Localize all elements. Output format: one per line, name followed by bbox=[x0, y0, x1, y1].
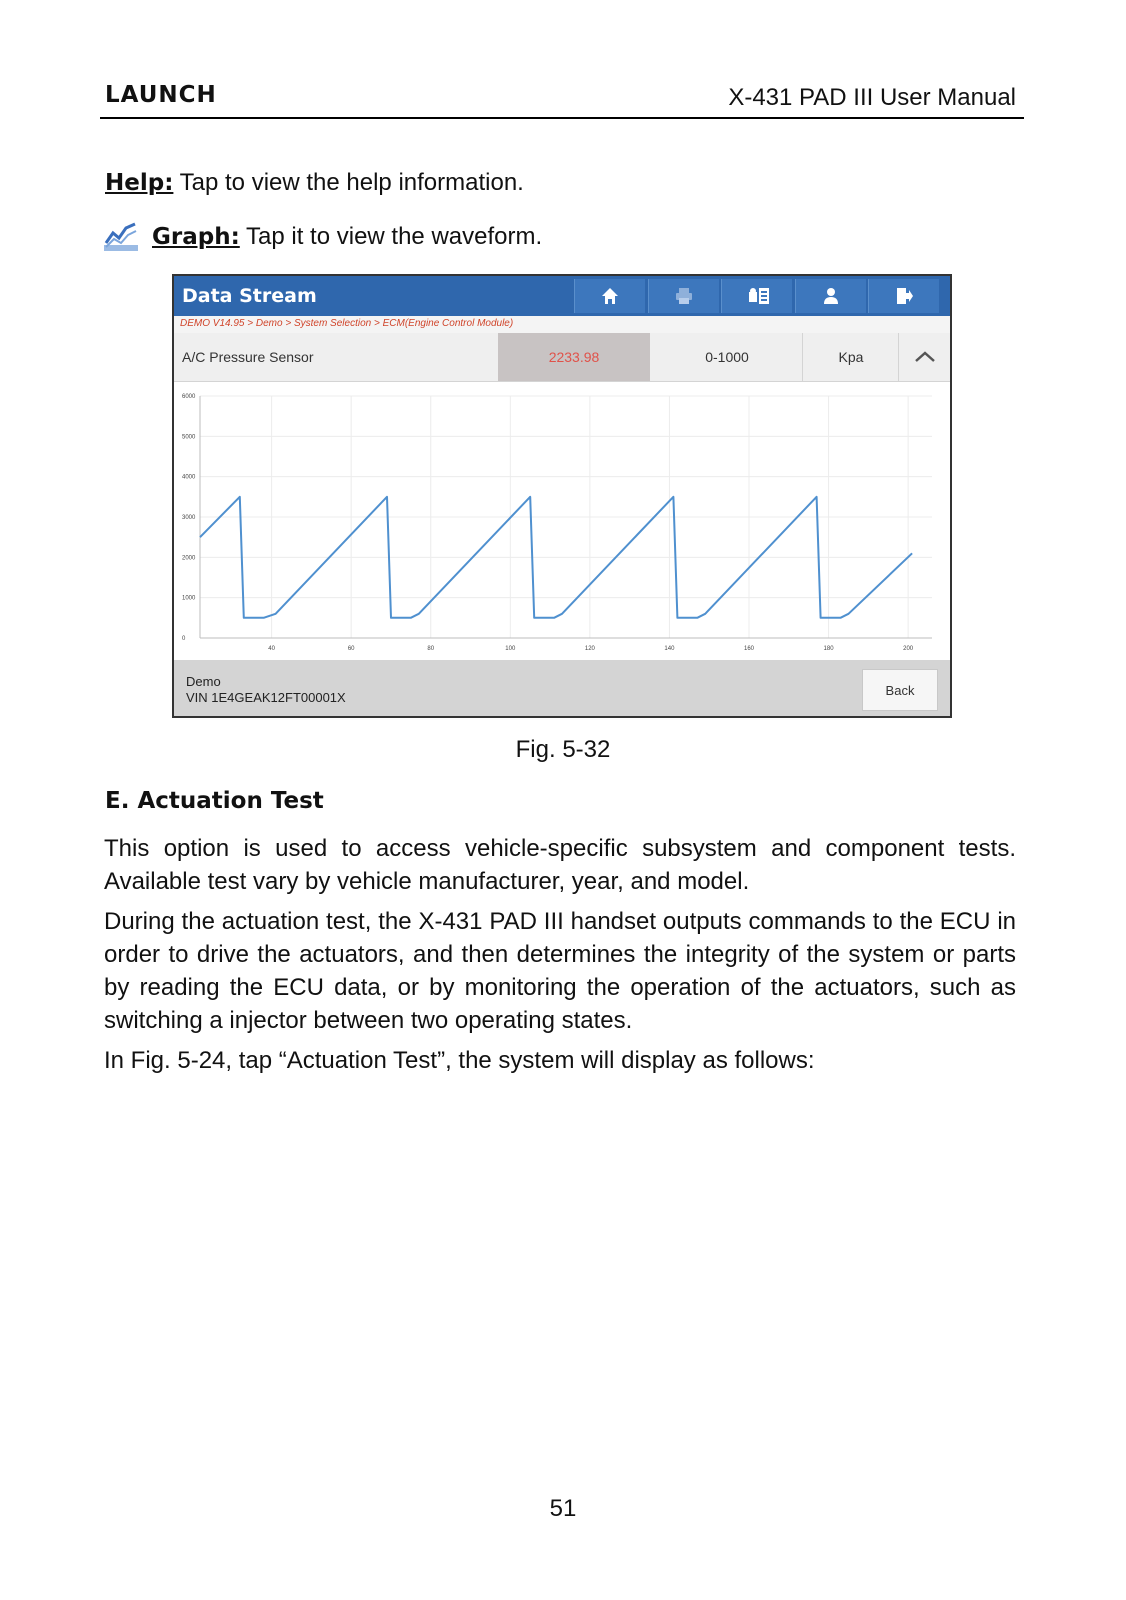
breadcrumb bbox=[174, 316, 950, 333]
help-text: Tap to view the help information. bbox=[173, 169, 524, 196]
status-footer bbox=[174, 660, 950, 716]
y-tick-label: 4000 bbox=[182, 474, 196, 481]
x-tick-label: 140 bbox=[664, 646, 675, 652]
sensor-range: 0-1000 bbox=[652, 333, 803, 381]
print-icon bbox=[675, 287, 693, 305]
y-tick-label: 3000 bbox=[182, 515, 196, 521]
paragraph: In Fig. 5-24, tap “Actuation Test”, the system will display as follows: bbox=[104, 1047, 815, 1074]
x-tick-label: 60 bbox=[347, 646, 355, 652]
y-tick-label: 6000 bbox=[182, 394, 196, 400]
figure-caption: Fig. 5-32 bbox=[515, 736, 611, 763]
screen-title: Data Stream bbox=[182, 285, 317, 307]
home-icon bbox=[601, 287, 619, 305]
y-tick-label: 5000 bbox=[182, 434, 196, 441]
header-title: X-431 PAD III User Manual bbox=[728, 84, 1016, 111]
help-description bbox=[105, 166, 524, 200]
sensor-unit: Kpa bbox=[804, 333, 899, 381]
vehicle-info-icon bbox=[748, 287, 770, 305]
print-button[interactable] bbox=[648, 279, 719, 313]
sensor-name: A/C Pressure Sensor bbox=[182, 349, 314, 365]
exit-button[interactable] bbox=[868, 279, 939, 313]
paragraph: This option is used to access vehicle-specific subsystem and component tests. Available test vary by vehicle manufacturer, year, and model. bbox=[104, 835, 1016, 895]
y-tick-label: 2000 bbox=[182, 555, 196, 562]
breadcrumb-text: DEMO V14.95 > Demo > System Selection > ECM(Engine Control Module) bbox=[180, 318, 514, 329]
exit-icon bbox=[895, 287, 913, 305]
x-tick-label: 80 bbox=[427, 646, 435, 652]
chevron-up-icon bbox=[914, 351, 936, 363]
back-button[interactable]: Back bbox=[862, 669, 938, 711]
user-button[interactable] bbox=[795, 279, 866, 313]
graph-description bbox=[152, 220, 542, 254]
graph-text: Tap it to view the waveform. bbox=[239, 223, 543, 250]
toolbar bbox=[174, 276, 950, 316]
y-tick-label: 0 bbox=[182, 636, 186, 642]
graph-icon bbox=[104, 221, 138, 251]
x-tick-label: 40 bbox=[268, 646, 275, 652]
collapse-button[interactable] bbox=[900, 333, 950, 381]
paragraph: During the actuation test, the X-431 PAD III handset outputs commands to the ECU in order to drive the actuators, and then determines the integrity of the system or parts by reading the ECU data, or by monitoring the operation of the actuators, such as switching a injector between two operating states. bbox=[104, 908, 1016, 1034]
home-button[interactable] bbox=[574, 279, 645, 313]
help-term: Help: bbox=[105, 170, 174, 196]
data-stream-screenshot bbox=[172, 274, 952, 718]
x-tick-label: 180 bbox=[823, 646, 834, 652]
vehicle-info-button[interactable] bbox=[721, 279, 792, 313]
x-tick-label: 160 bbox=[743, 646, 755, 652]
x-tick-label: 200 bbox=[903, 646, 914, 652]
section-heading: E. Actuation Test bbox=[105, 788, 324, 814]
user-icon bbox=[822, 287, 840, 305]
x-tick-label: 100 bbox=[505, 646, 516, 652]
graph-term: Graph: bbox=[152, 224, 240, 250]
x-tick-label: 120 bbox=[584, 646, 595, 652]
footer-mode: Demo bbox=[186, 674, 221, 689]
header-brand: LAUNCH bbox=[105, 82, 217, 108]
y-tick-label: 1000 bbox=[182, 595, 196, 602]
waveform-chart bbox=[174, 382, 950, 660]
header-rule bbox=[100, 117, 1024, 119]
page-number: 51 bbox=[549, 1495, 577, 1522]
data-stream-row bbox=[174, 333, 950, 382]
footer-vin: VIN 1E4GEAK12FT00001X bbox=[186, 690, 346, 705]
sensor-value: 2233.98 bbox=[498, 333, 650, 381]
